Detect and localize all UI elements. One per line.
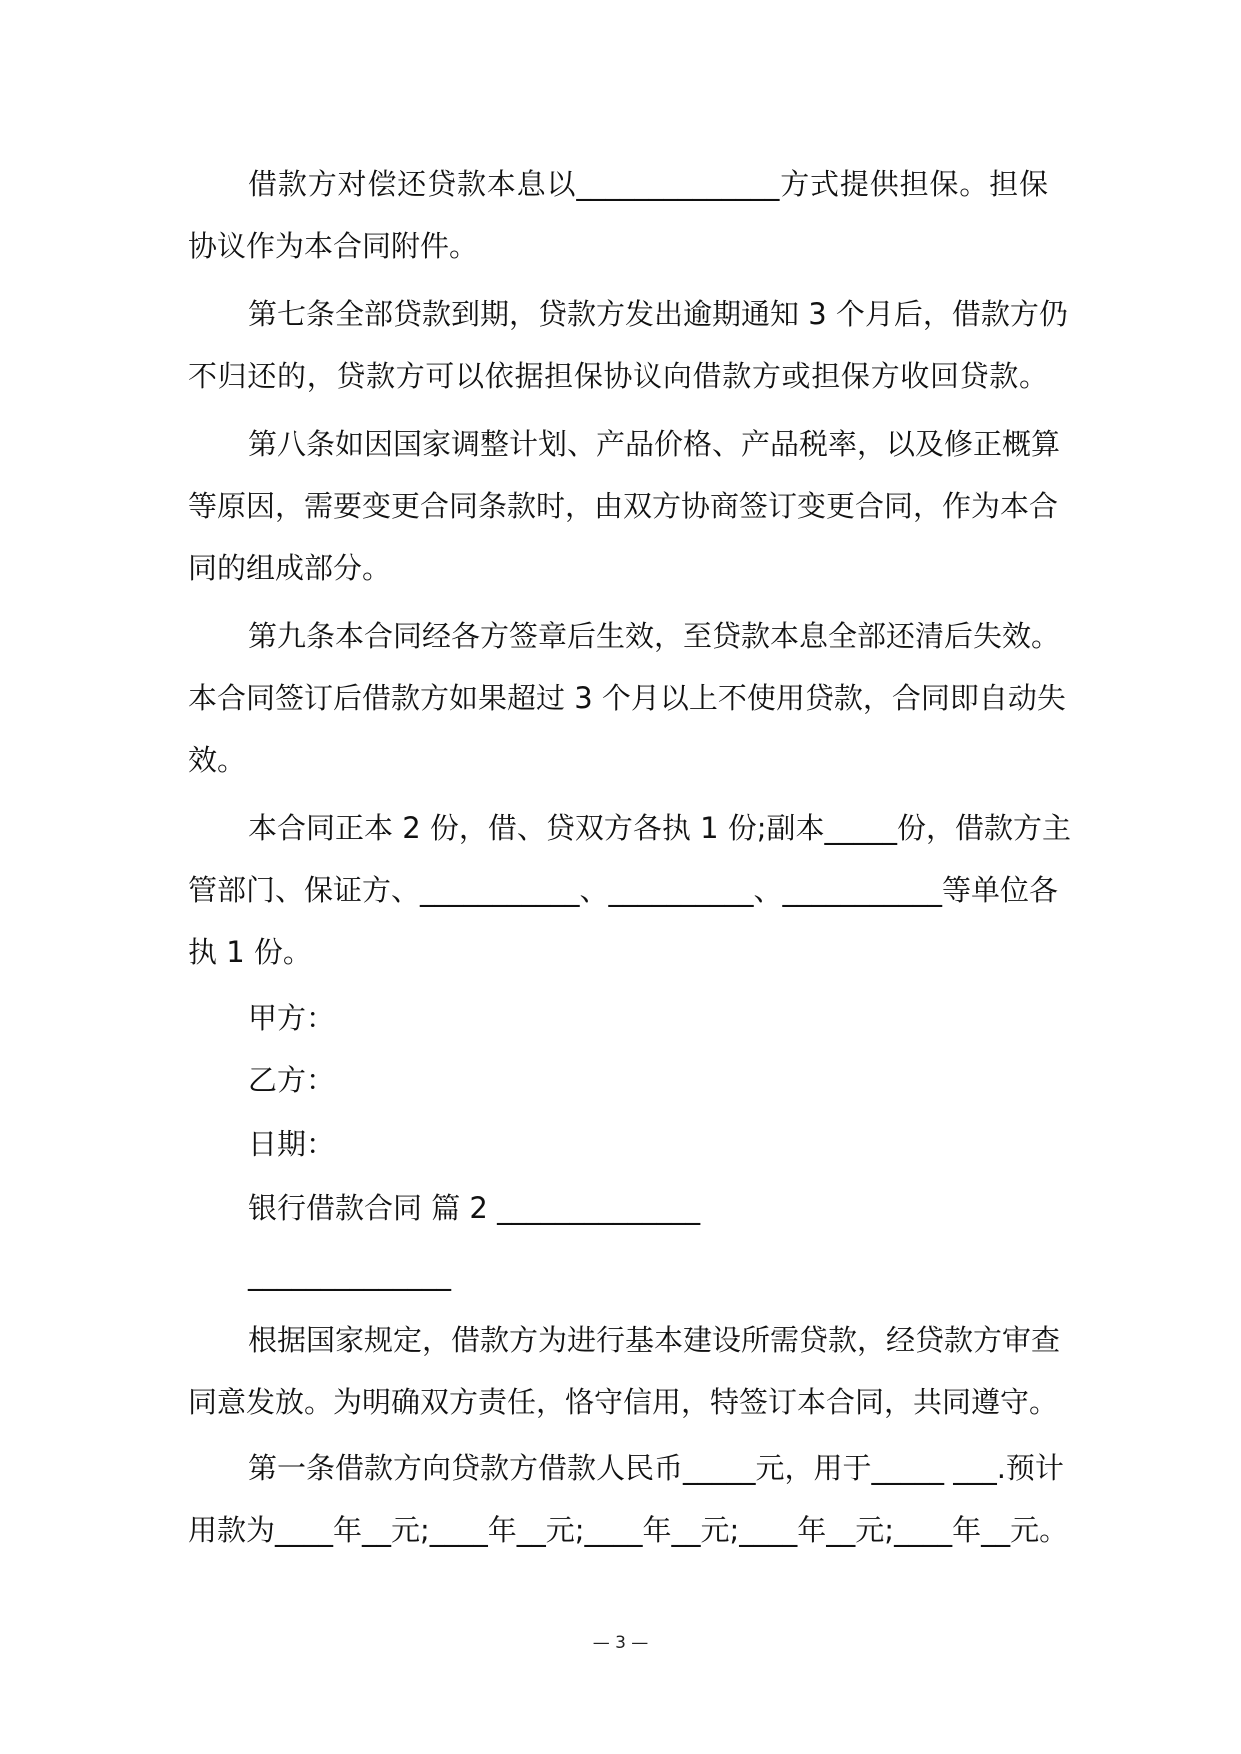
party-a-label: 甲方： — [248, 1001, 336, 1035]
paragraph-line: 同意发放。为明确双方责任，恪守信用，特签订本合同，共同遵守。 — [188, 1385, 1059, 1419]
paragraph-line: 第七条全部贷款到期，贷款方发出逾期通知 3 个月后，借款方仍 — [248, 297, 1068, 331]
blank-line: ______________ — [248, 1257, 451, 1291]
section-heading: 银行借款合同 篇 2 ______________ — [248, 1191, 701, 1225]
paragraph-line: 用款为____年__元;____年__元;____年__元;____年__元;____年__元。 — [188, 1513, 1069, 1547]
paragraph-line: 协议作为本合同附件。 — [188, 229, 479, 263]
paragraph-line: 第八条如因国家调整计划、产品价格、产品税率，以及修正概算 — [248, 427, 1061, 461]
page-number: — 3 — — [592, 1633, 649, 1653]
paragraph-line: 根据国家规定，借款方为进行基本建设所需贷款，经贷款方审查 — [248, 1323, 1061, 1357]
paragraph-line: 效。 — [188, 743, 247, 777]
paragraph-line: 第一条借款方向贷款方借款人民币_____元，用于_____ ___.预计 — [248, 1451, 1064, 1485]
paragraph-line: 本合同签订后借款方如果超过 3 个月以上不使用贷款，合同即自动失 — [188, 681, 1066, 715]
paragraph-line: 第九条本合同经各方签章后生效，至贷款本息全部还清后失效。 — [248, 619, 1061, 653]
paragraph-line: 管部门、保证方、___________、__________、___________等单位各 — [188, 873, 1059, 907]
paragraph-line: 执 1 份。 — [188, 935, 312, 969]
paragraph-line: 借款方对偿还贷款本息以______________方式提供担保。担保 — [248, 167, 1048, 201]
paragraph-line: 同的组成部分。 — [188, 551, 392, 585]
paragraph-line: 等原因，需要变更合同条款时，由双方协商签订变更合同，作为本合 — [188, 489, 1059, 523]
paragraph-line: 不归还的，贷款方可以依据担保协议向借款方或担保方收回贷款。 — [188, 359, 1048, 393]
date-label: 日期： — [248, 1127, 336, 1161]
party-b-label: 乙方： — [248, 1063, 336, 1097]
paragraph-line: 本合同正本 2 份，借、贷双方各执 1 份;副本_____份，借款方主 — [248, 811, 1072, 845]
